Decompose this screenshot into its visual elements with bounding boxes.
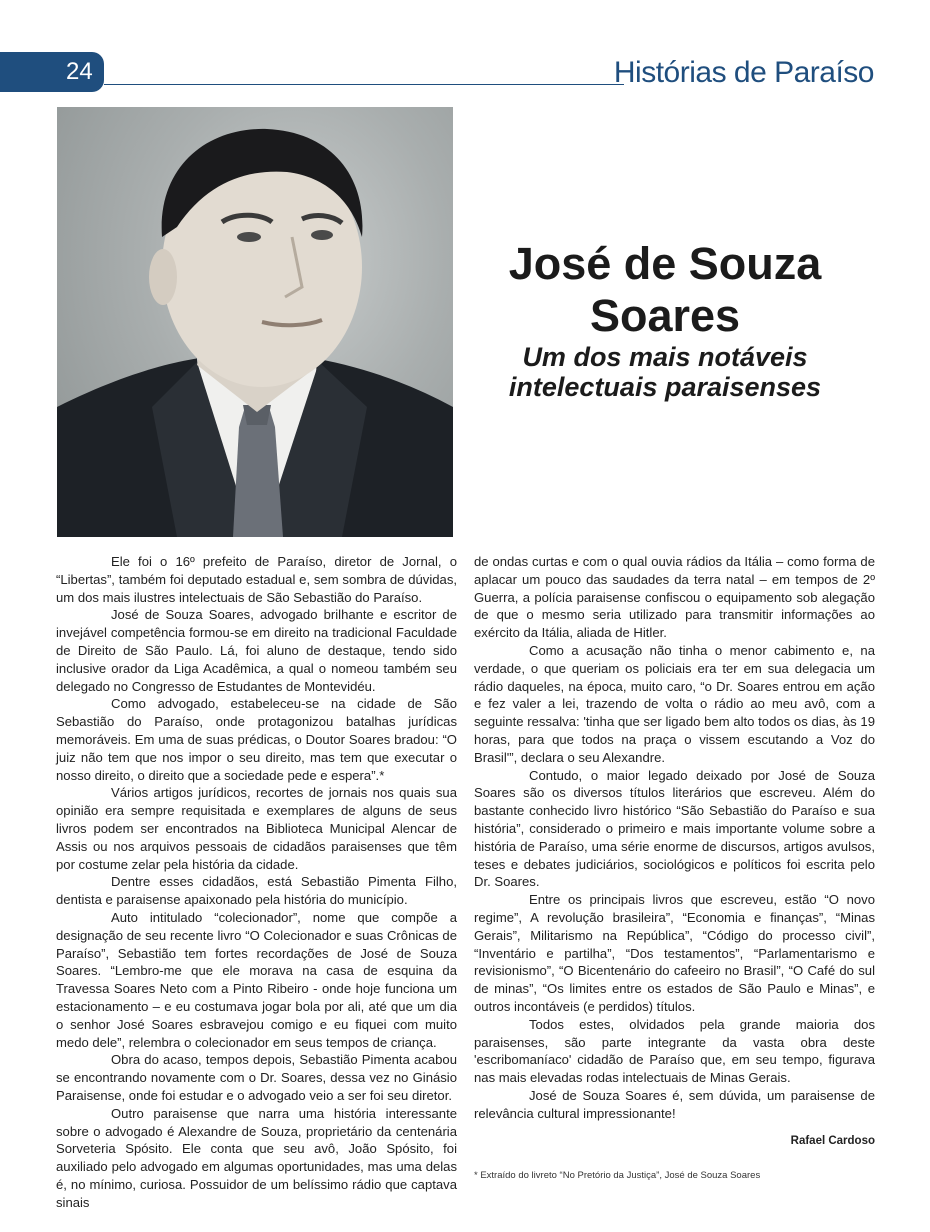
paragraph: Como advogado, estabeleceu-se na cidade de São Sebastião do Paraíso, onde protagonizou batalhas jurídicas memoráveis. Em uma de suas prédicas, o Doutor Soares bradou: “O juiz não tem que nos impor o seu direito, mas tem que executar o nosso direito, o direito que a sociedade pede e espera”.* [56,696,457,783]
author-byline: Rafael Cardoso [790,1134,875,1147]
subtitle-line-2: intelectuais paraisenses [508,372,822,402]
paragraph: Entre os principais livros que escreveu, estão “O novo regime”, A revolução brasileira”, “Economia e finanças”, “Minas Gerais”, Militarismo na República”, “Código do processo civil”, “Inventário e partilha”, “Dos testamentos”, “Parlamentarismo e revisionismo”, “O Bicentenário do cafeeiro no Brasil”, “O Café do sul de minas”, “Os limites entre os estados de São Paulo e Minas”, e outros incontáveis (e perdidos) títulos. [474,892,875,1014]
paragraph: de ondas curtas e com o qual ouvia rádios da Itália – como forma de aplacar um pouco das saudades da terra natal – em tempos de 2º Guerra, a polícia paraisense confiscou o equipamento sob alegação de que o mesmo seria utilizado para transmitir informações ao exército da Itália, aliada de Hitler. [474,554,875,641]
page-number: 24 [66,58,93,85]
title-line-1: José de Souza [508,238,822,289]
paragraph: Contudo, o maior legado deixado por José de Souza Soares são os diversos títulos literários que escreveu. Além do bastante conhecido livro histórico “São Sebastião do Paraíso e sua história”, considerado o primeiro e mais importante volume sobre a história de Paraíso, uma série enorme de discursos, artigos avulsos, teses e debates judiciários, sociológicos e políticos foi escrita pelo Dr. Soares. [474,767,875,890]
paragraph: Obra do acaso, tempos depois, Sebastião Pimenta acabou se encontrando novamente com o Dr. Soares, dessa vez no Ginásio Paraisense, onde foi estudar e o advogado veio a ser foi seu diretor. [56,1052,457,1103]
paragraph: José de Souza Soares, advogado brilhante e escritor de invejável competência formou-se em direito na tradicional Faculdade de Direito de São Paulo. Lá, foi aluno de destaque, tendo sido inclusive orador da Liga Acadêmica, a qual o nomeou também seu delegado no Congresso de Estudantes de Montevidéu. [56,607,457,694]
title-line-2: Soares [589,290,741,341]
section-title: Histórias de Paraíso [613,56,874,89]
paragraph: Dentre esses cidadãos, está Sebastião Pimenta Filho, dentista e paraisense apaixonado pela história do município. [56,874,457,908]
body-column-right [474,553,875,1150]
article-title [470,238,860,342]
paragraph: Auto intitulado “colecionador”, nome que compõe a designação de seu recente livro “O Colecionador e suas Crônicas de Paraíso”, Sebastião tem fortes recordações de José de Souza Soares. “Lembro-me que ele morava na casa de esquina da Travessa Soares Neto com a Pinto Ribeiro - onde hoje funciona um estacionamento – e eu costumava jogar bola por ali, até que um dia o senhor José Soares esbravejou comigo e eu fiquei com muito medo dele”, relembra o colecionador em seus tempos de criança. [56,909,457,1050]
paragraph: Ele foi o 16º prefeito de Paraíso, diretor de Jornal, o “Libertas”, também foi deputado estadual e, sem sombra de dúvidas, um dos mais ilustres intelectuais de São Sebastião do Paraíso. [56,554,457,605]
paragraph: Todos estes, olvidados pela grande maioria dos paraisenses, são parte integrante da vasta obra deste 'escribomaníaco' cidadão de Paraíso que, em seu tempo, figurava nas mais elevadas rodas intelectuais de Minas Gerais. [474,1016,875,1086]
paragraph: José de Souza Soares é, sem dúvida, um paraisense de relevância cultural impressionante! [474,1087,875,1121]
footnote: * Extraído do livreto “No Pretório da Justiça”, José de Souza Soares [474,1170,761,1181]
subtitle-line-1: Um dos mais notáveis [522,342,808,372]
paragraph: Como a acusação não tinha o menor cabimento e, na verdade, o que queriam os policiais era ter em sua delegacia um rádio daqueles, na época, muito caro, “o Dr. Soares entrou em ação e fez valer a lei, trazendo de volta o rádio ao meu avô, com a seguinte ressalva: 'tinha que ser ligado bem alto todos os dias, às 19 horas, para que todos na praça o vissem escutando a Voz do Brasil'”, declara o seu Alexandre. [474,642,875,765]
header-rule [104,84,624,85]
paragraph: Outro paraisense que narra uma história interessante sobre o advogado é Alexandre de Souza, proprietário da centenária Sorveteria Spósito. Ele conta que seu avô, João Spósito, foi auxiliado pelo advogado em algumas oportunidades, mas uma delas é, no mínimo, curiosa. Possuidor de um belíssimo rádio que captava sinais [56,1105,457,1210]
page-number-tab [0,52,104,92]
body-column-left [56,553,457,1211]
article-subtitle [470,342,860,402]
portrait-photo [57,107,453,537]
paragraph: Vários artigos jurídicos, recortes de jornais nos quais sua opinião era sempre requisitada e exemplares de alguns de seus livros podem ser encontrados na Biblioteca Municipal Alencar de Assis ou nos arquivos pessoais de cidadãos paraisenses que têm por costume zelar pela história da cidade. [56,785,457,872]
